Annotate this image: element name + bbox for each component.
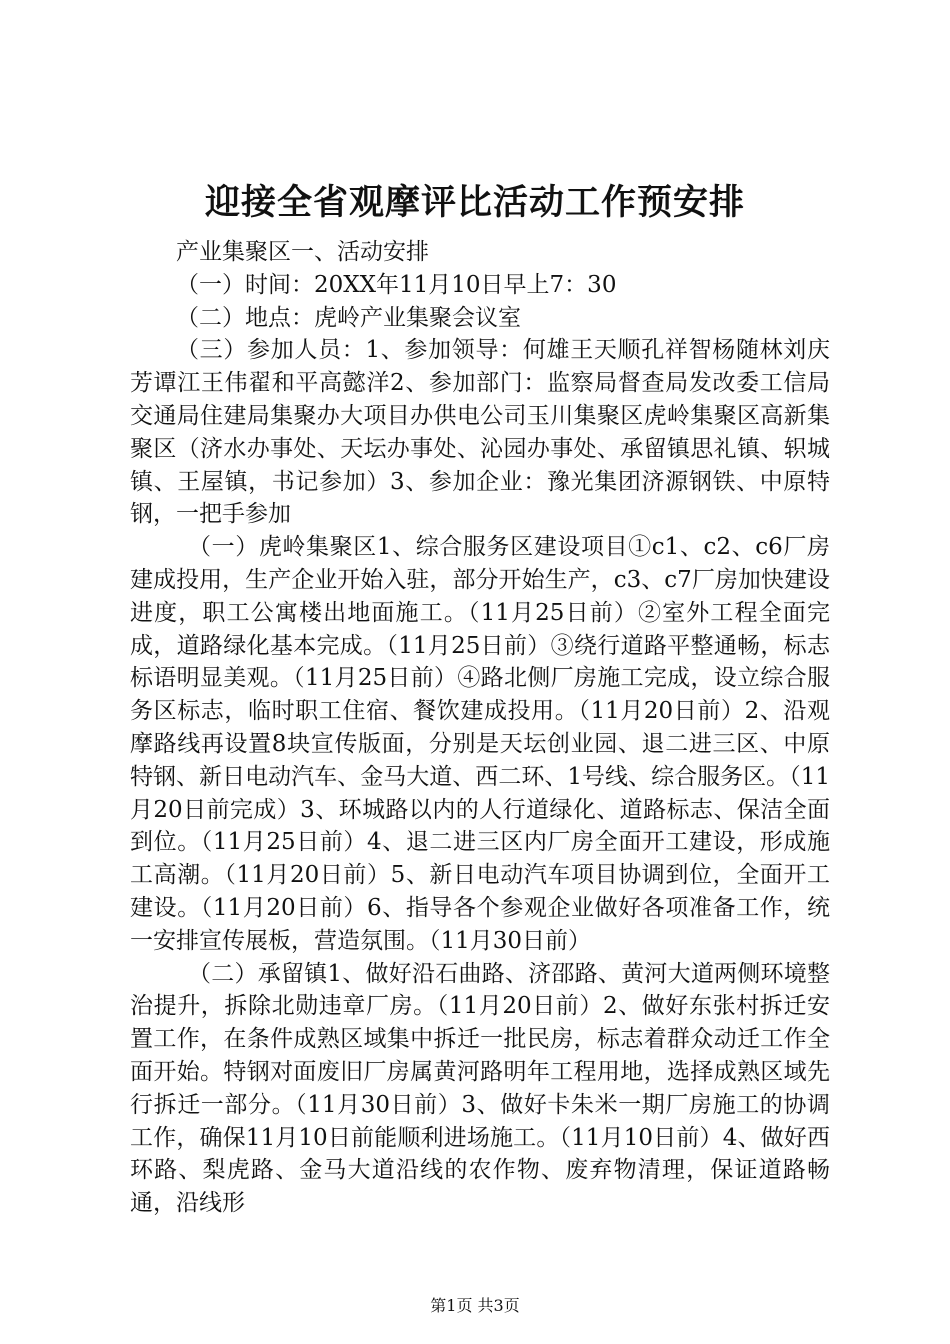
paragraph: （一）虎岭集聚区1、综合服务区建设项目①c1、c2、c6厂房建成投用，生产企业开始入驻，部分开始生产，c3、c7厂房加快建设进度，职工公寓楼出地面施工。（11月25日前）②室外工程全面完成，道路绿化基本完成。（11月25日前）③绕行道路平整通畅，标志标语明显美观。（11月25日前）④路北侧厂房施工完成，设立综合服务区标志，临时职工住宿、餐饮建成投用。（11月20日前）2、沿观摩路线再设置8块宣传版面，分别是天坛创业园、退二进三区、中原特钢、新日电动汽车、金马大道、西二环、1号线、综合服务区。（11月20日前完成）3、环城路以内的人行道绿化、道路标志、保洁全面到位。（11月25日前）4、退二进三区内厂房全面开工建设，形成施工高潮。（11月20日前）5、新日电动汽车项目协调到位，全面开工建设。（11月20日前）6、指导各个参观企业做好各项准备工作，统一安排宣传展板，营造氛围。（11月30日前） [130,534,830,954]
paragraph: （一）时间：20XX年11月10日早上7：30 [176,271,617,298]
paragraph: （二）承留镇1、做好沿石曲路、济邵路、黄河大道两侧环境整治提升，拆除北勋违章厂房。（11月20日前）2、做好东张村拆迁安置工作，在条件成熟区域集中拆迁一批民房，标志着群众动迁工作全面开始。特钢对面废旧厂房属黄河路明年工程用地，选择成熟区域先行拆迁一部分。（11月30日前）3、做好卡朱米一期厂房施工的协调工作，确保11月10日前能顺利进场施工。（11月10日前）4、做好西环路、梨虎路、金马大道沿线的农作物、废弃物清理，保证道路畅通，沿线形 [130,960,830,1217]
paragraph: （二）地点：虎岭产业集聚会议室 [176,304,521,331]
document-body [130,236,830,1220]
document-title: 迎接全省观摩评比活动工作预安排 [204,182,745,223]
paragraph: 产业集聚区一、活动安排 [176,239,429,265]
paragraph: （三）参加人员：1、参加领导：何雄王天顺孔祥智杨随林刘庆芳谭江王伟翟和平高懿洋2、参加部门：监察局督查局发改委工信局交通局住建局集聚办大项目办供电公司玉川集聚区虎岭集聚区高新集聚区（济水办事处、天坛办事处、沁园办事处、承留镇思礼镇、轵城镇、王屋镇，书记参加）3、参加企业：豫光集团济源钢铁、中原特钢，一把手参加 [130,337,830,528]
page-footer: 第1页 共3页 [430,1296,520,1315]
